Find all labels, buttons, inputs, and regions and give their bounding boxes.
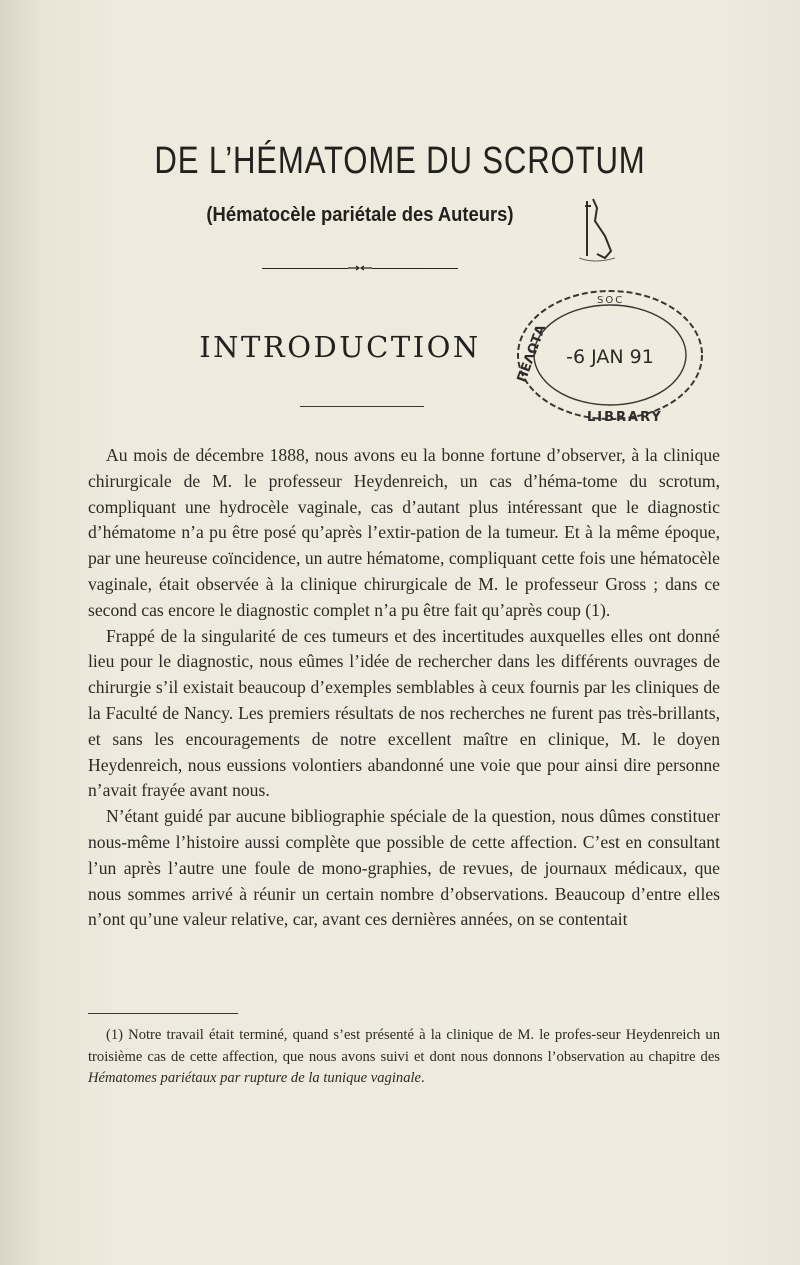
ornament-icon	[262, 265, 458, 273]
paragraph-3: N’étant guidé par aucune bibliographie spéciale de la question, nous dûmes constituer nous-même l’histoire aussi complète que possible de cette affection. C’est en consultant l’un après l’autre une foule de mono-graphies, de revues, de journaux médicaux, que nous sommes arrivé à réunir un certain nombre d’observations. Beaucoup d’entre elles n’ont qu’une valeur relative, car, avant ces dernières années, on se contentait	[88, 806, 720, 930]
footnote-end: .	[421, 1070, 425, 1086]
footnote-divider	[88, 1013, 238, 1014]
paragraph-1: Au mois de décembre 1888, nous avons eu la bonne fortune d’observer, à la clinique chirurgicale de M. le professeur Heydenreich, un cas d’héma-tome du scrotum, compliquant une hydrocèle vaginale, cas d’autant plus intéressant que le diagnostic d’hématome n’a pu être posé qu’après l’extir-pation de la tumeur. Et à la même époque, par une heureuse coïncidence, un autre hématome, compliquant cette fois une hématocèle vaginale, était observée à la clinique chirurgicale de M. le professeur Gross ; dans ce second cas encore le diagnostic complet n’a pu être fait qu’après coup (1).	[88, 445, 720, 620]
footnote-text: (1) Notre travail était terminé, quand s’est présenté à la clinique de M. le profes-seur Heydenreich un troisième cas de cette affection, que nous avons suivi et dont nous donnons l’observation au chapitre des	[88, 1027, 720, 1065]
library-stamp	[505, 283, 715, 428]
page-subtitle: (Hématocèle pariétale des Auteurs)	[206, 204, 514, 226]
stamp-date: -6 JAN 91	[566, 346, 654, 368]
paragraph-2: Frappé de la singularité de ces tumeurs et des incertitudes auxquelles elles ont donné lieu pour le diagnostic, nous eûmes l’idée de rechercher dans les différents ouvrages de chirurgie s’il existait beaucoup d’exemples semblables à ceux fournis par les cliniques de la Faculté de Nancy. Les premiers résultats de nos recherches ne furent pas très-brillants, et sans les encouragements de notre excellent maître en clinique, M. le doyen Heydenreich, nous eussions volontiers abandonné une voie que pour ainsi dire personne n’avait frayée avant nous.	[88, 625, 720, 801]
section-heading: INTRODUCTION	[199, 330, 481, 364]
footnote-italic: Hématomes pariétaux par rupture de la tunique vaginale	[88, 1070, 422, 1086]
stamp-ring-bottom: LIBRARY	[587, 410, 663, 425]
stamp-ring-top: SOC	[597, 295, 625, 306]
section-divider	[300, 406, 424, 407]
body-text	[88, 443, 720, 933]
stamp-ring-left: ΠΕΛΩΤΑ	[514, 323, 550, 385]
library-mark-icon	[575, 196, 625, 266]
ornament-divider	[262, 268, 458, 270]
page-title: DE L’HÉMATOME DU SCROTUM	[154, 140, 646, 182]
footnote	[88, 1025, 720, 1090]
